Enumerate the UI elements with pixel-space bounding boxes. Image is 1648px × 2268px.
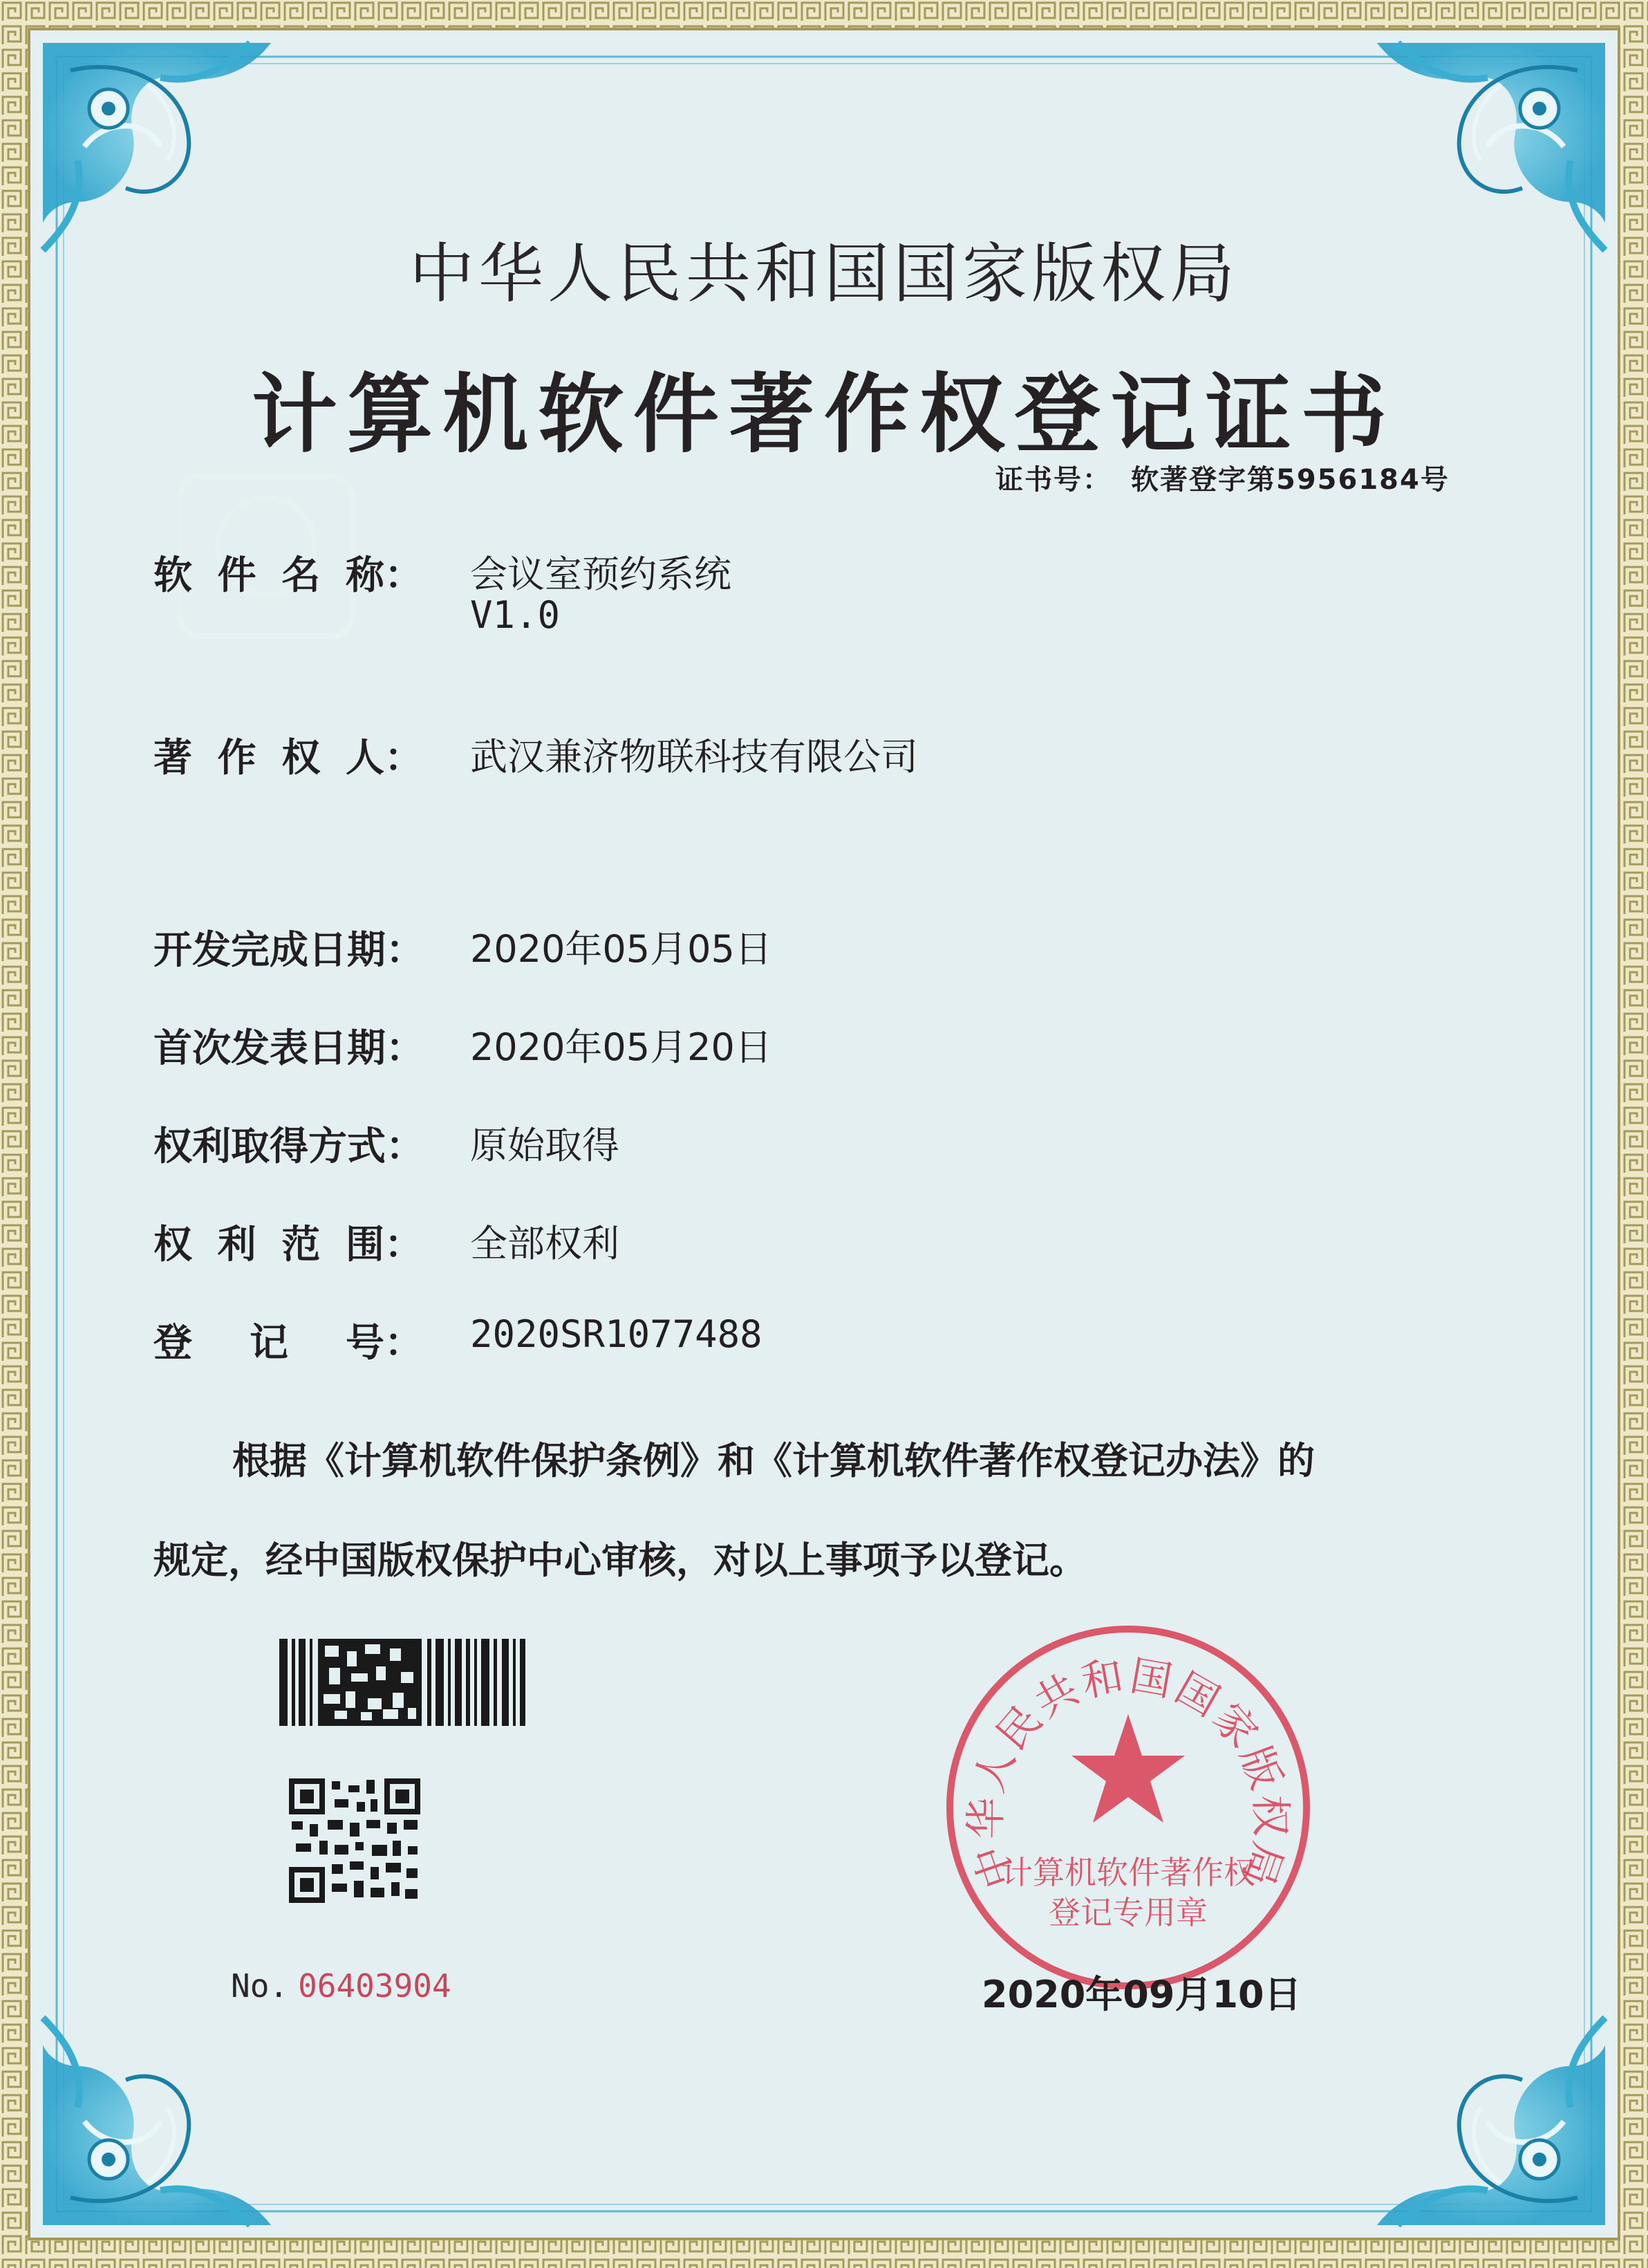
first-publish-date-label: 首次发表日期： bbox=[153, 1026, 424, 1071]
rights-acquisition-value: 原始取得 bbox=[470, 1124, 619, 1167]
label-char: 围： bbox=[345, 1223, 423, 1267]
registration-number-label bbox=[153, 1312, 423, 1368]
issuing-agency-title: 中华人民共和国国家版权局 bbox=[409, 236, 1239, 312]
barcode bbox=[279, 1639, 525, 1726]
certificate-number-label: 证书号： bbox=[995, 464, 1112, 496]
rights-scope-label bbox=[153, 1214, 423, 1270]
copyright-owner-value: 武汉兼济物联科技有限公司 bbox=[470, 735, 918, 779]
rights-scope-value: 全部权利 bbox=[470, 1222, 619, 1265]
copyright-owner-label bbox=[153, 727, 423, 783]
label-char: 软 bbox=[153, 553, 192, 598]
serial-value: 06403904 bbox=[298, 1967, 451, 2005]
first-publish-date-value: 2020年05月20日 bbox=[470, 1025, 772, 1069]
label-char: 权 bbox=[281, 736, 321, 781]
label-char: 号： bbox=[346, 1321, 423, 1366]
label-char: 名 bbox=[281, 553, 321, 598]
label-char: 利 bbox=[217, 1223, 256, 1267]
statement-line-1: 根据《计算机软件保护条例》和《计算机软件著作权登记办法》的 bbox=[232, 1439, 1315, 1482]
label-char: 著 bbox=[153, 736, 192, 781]
issue-date: 2020年09月10日 bbox=[982, 1973, 1302, 2016]
serial-number bbox=[231, 1967, 451, 2005]
label-char: 登 bbox=[153, 1321, 192, 1366]
completion-date-label: 开发完成日期： bbox=[153, 928, 424, 973]
label-char: 记 bbox=[250, 1321, 288, 1366]
seal-ring-text: 中华人民共和国国家版权局 bbox=[962, 1651, 1295, 1895]
completion-date-value: 2020年05月05日 bbox=[470, 927, 772, 971]
software-name-label bbox=[153, 545, 423, 600]
software-name-value: 会议室预约系统 bbox=[470, 552, 731, 596]
label-char: 权 bbox=[153, 1223, 192, 1267]
certificate-number bbox=[995, 458, 1450, 497]
software-version-value: V1.0 bbox=[470, 593, 561, 637]
serial-prefix: No. bbox=[231, 1967, 289, 2005]
rights-acquisition-label: 权利取得方式： bbox=[153, 1124, 424, 1169]
registration-number-value: 2020SR1077488 bbox=[470, 1312, 762, 1356]
qr-code bbox=[289, 1778, 420, 1903]
label-char: 范 bbox=[281, 1223, 321, 1267]
certificate-title: 计算机软件著作权登记证书 bbox=[251, 364, 1396, 465]
label-char: 人： bbox=[345, 736, 423, 781]
certificate-number-value: 软著登字第5956184号 bbox=[1131, 464, 1450, 496]
label-char: 称： bbox=[345, 553, 423, 598]
statement-line-2: 规定，经中国版权保护中心审核，对以上事项予以登记。 bbox=[153, 1539, 1087, 1582]
seal-star-icon bbox=[1071, 1714, 1185, 1823]
official-seal bbox=[942, 1621, 1315, 1994]
label-char: 件 bbox=[217, 553, 256, 598]
seal-inner-line-1: 计算机软件著作权 bbox=[1001, 1854, 1255, 1891]
label-char: 作 bbox=[217, 736, 256, 781]
seal-inner-line-2: 登记专用章 bbox=[1049, 1894, 1208, 1931]
